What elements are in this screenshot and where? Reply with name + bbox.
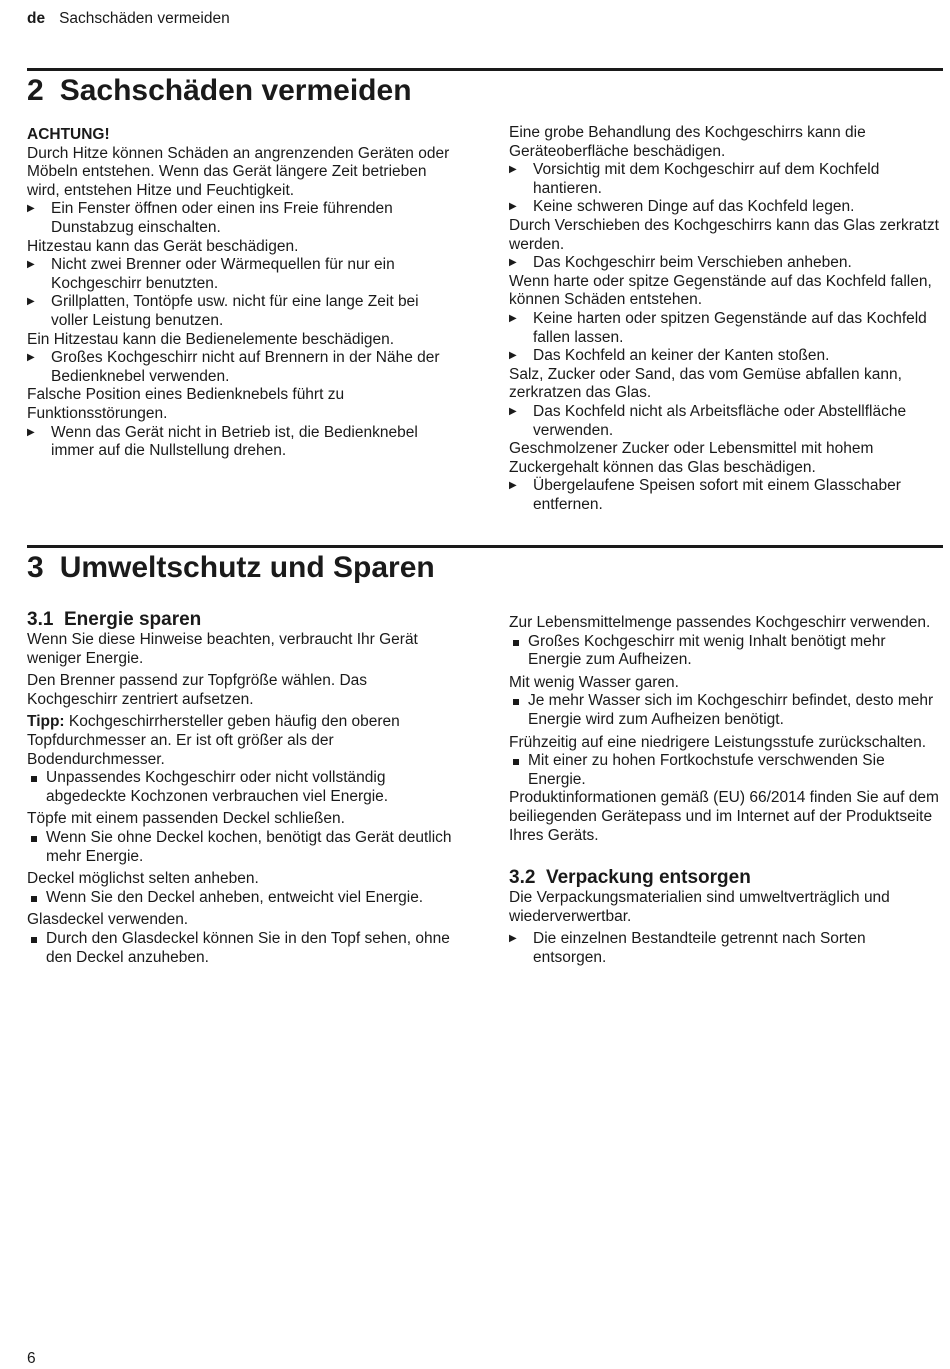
paragraph: Frühzeitig auf eine niedrigere Leistungsstufe zurückschalten.: [509, 733, 927, 751]
paragraph: Die Verpackungsmaterialien sind umweltverträglich und wiederverwertbar.: [509, 889, 890, 925]
list-item: Je mehr Wasser sich im Kochgeschirr befindet, desto mehr Energie wird zum Aufheizen benötigt.: [509, 692, 943, 729]
list-item: Durch den Glasdeckel können Sie in den Topf sehen, ohne den Deckel anzuheben.: [27, 930, 452, 967]
warning-label: ACHTUNG!: [27, 126, 110, 143]
paragraph: Mit wenig Wasser garen.: [509, 673, 679, 691]
section-heading: 2 Sachschäden vermeiden: [27, 74, 412, 107]
list-item: ▶ Keine harten oder spitzen Gegenstände auf das Kochfeld fallen lassen.: [509, 309, 927, 346]
list-item: Wenn Sie ohne Deckel kochen, benötigt das Gerät deutlich mehr Energie.: [27, 829, 452, 866]
column-left: [27, 609, 452, 967]
triangle-bullet-icon: ▶: [27, 203, 35, 215]
subsection-heading: 3.1 Energie sparen: [27, 609, 202, 630]
list-item: ▶ Keine schweren Dinge auf das Kochfeld legen.: [509, 198, 855, 216]
triangle-bullet-icon: ▶: [509, 201, 517, 213]
paragraph: Glasdeckel verwenden.: [27, 911, 189, 929]
page-number: 6: [27, 1350, 36, 1367]
paragraph: Eine grobe Behandlung des Kochgeschirrs kann die Geräteoberfläche beschädigen.: [509, 124, 866, 160]
triangle-bullet-icon: ▶: [27, 426, 35, 438]
paragraph: Produktinformationen gemäß (EU) 66/2014 finden Sie auf dem beiliegenden Gerätepass und im Internet auf der Produktseite Ihres Geräts.: [509, 789, 939, 844]
paragraph: Zur Lebensmittelmenge passendes Kochgeschirr verwenden.: [509, 614, 931, 631]
square-bullet-icon: [31, 776, 37, 782]
list-item: ▶ Das Kochfeld nicht als Arbeitsfläche oder Abstellfläche verwenden.: [509, 402, 907, 439]
list-item: ▶ Großes Kochgeschirr nicht auf Brennern in der Nähe der Bedienknebel verwenden.: [27, 349, 440, 385]
list-item: ▶ Wenn das Gerät nicht in Betrieb ist, die Bedienknebel immer auf die Nullstellung drehen.: [27, 423, 418, 460]
paragraph: Ein Hitzestau kann die Bedienelemente beschädigen.: [27, 330, 395, 348]
header-title: Sachschäden vermeiden: [59, 10, 230, 27]
triangle-bullet-icon: ▶: [509, 480, 517, 492]
list-item: Mit einer zu hohen Fortkochstufe verschwenden Sie Energie.: [509, 752, 943, 789]
section-rule: [27, 68, 943, 71]
triangle-bullet-icon: ▶: [27, 352, 35, 364]
triangle-bullet-icon: ▶: [509, 405, 517, 417]
list-item: ▶ Die einzelnen Bestandteile getrennt nach Sorten entsorgen.: [509, 930, 866, 966]
running-header: [27, 10, 230, 28]
paragraph: Wenn Sie diese Hinweise beachten, verbraucht Ihr Gerät weniger Energie.: [27, 631, 418, 667]
triangle-bullet-icon: ▶: [509, 312, 517, 324]
list-item: ▶ Grillplatten, Tontöpfe usw. nicht für eine lange Zeit bei voller Leistung benutzen.: [27, 293, 419, 329]
tip-paragraph: Tipp: Kochgeschirrhersteller geben häufig den oberen Topfdurchmesser an. Er ist oft größer als der Bodendurchmesser.: [27, 713, 400, 768]
square-bullet-icon: [31, 836, 37, 842]
triangle-bullet-icon: ▶: [509, 257, 517, 269]
paragraph: Falsche Position eines Bedienknebels führt zu Funktionsstörungen.: [27, 386, 345, 422]
paragraph: Deckel möglichst selten anheben.: [27, 870, 259, 888]
square-bullet-icon: [31, 937, 37, 943]
list-item: ▶ Das Kochfeld an keiner der Kanten stoßen.: [509, 347, 830, 365]
list-item: Wenn Sie den Deckel anheben, entweicht viel Energie.: [27, 889, 452, 908]
list-item: ▶ Das Kochgeschirr beim Verschieben anheben.: [509, 254, 852, 272]
paragraph: Den Brenner passend zur Topfgröße wählen. Das Kochgeschirr zentriert aufsetzen.: [27, 672, 368, 708]
paragraph: Durch Verschieben des Kochgeschirrs kann das Glas zerkratzt werden.: [509, 216, 939, 253]
list-item: ▶ Vorsichtig mit dem Kochgeschirr auf dem Kochfeld hantieren.: [509, 161, 880, 197]
triangle-bullet-icon: ▶: [509, 350, 517, 362]
triangle-bullet-icon: ▶: [27, 259, 35, 271]
language-code: de: [27, 10, 46, 27]
paragraph: Geschmolzener Zucker oder Lebensmittel mit hohem Zuckergehalt können das Glas beschädigen.: [509, 440, 874, 476]
square-bullet-icon: [31, 896, 37, 902]
paragraph: Hitzestau kann das Gerät beschädigen.: [27, 237, 299, 255]
list-item: ▶ Übergelaufene Speisen sofort mit einem Glasschaber entfernen.: [509, 477, 901, 513]
triangle-bullet-icon: ▶: [27, 296, 35, 308]
square-bullet-icon: [513, 640, 519, 646]
paragraph: Töpfe mit einem passenden Deckel schließen.: [27, 810, 345, 828]
square-bullet-icon: [513, 699, 519, 705]
list-item: Großes Kochgeschirr mit wenig Inhalt benötigt mehr Energie zum Aufheizen.: [509, 633, 943, 670]
list-item: Unpassendes Kochgeschirr oder nicht vollständig abgedeckte Kochzonen verbrauchen viel Energie.: [27, 769, 452, 806]
triangle-bullet-icon: ▶: [509, 164, 517, 176]
tip-label: Tipp:: [27, 713, 65, 731]
subsection-heading: 3.2 Verpackung entsorgen: [509, 867, 751, 889]
paragraph: Wenn harte oder spitze Gegenstände auf das Kochfeld fallen, können Schäden entstehen.: [509, 272, 932, 309]
square-bullet-icon: [513, 759, 519, 765]
column-right: [509, 614, 943, 968]
section-heading: 3 Umweltschutz und Sparen: [27, 551, 435, 584]
column-left: [27, 126, 452, 461]
list-item: ▶ Ein Fenster öffnen oder einen ins Freie führenden Dunstabzug einschalten.: [27, 200, 393, 236]
list-item: ▶ Nicht zwei Brenner oder Wärmequellen für nur ein Kochgeschirr benutzten.: [27, 256, 395, 292]
section-rule: [27, 545, 943, 548]
paragraph: Durch Hitze können Schäden an angrenzenden Geräten oder Möbeln entstehen. Wenn das Gerät längere Zeit betrieben wird, entstehen Hitze und Feuchtigkeit.: [27, 144, 450, 199]
paragraph: Salz, Zucker oder Sand, das vom Gemüse abfallen kann, zerkratzen das Glas.: [509, 365, 902, 402]
column-right: [509, 124, 943, 514]
triangle-bullet-icon: ▶: [509, 933, 517, 945]
